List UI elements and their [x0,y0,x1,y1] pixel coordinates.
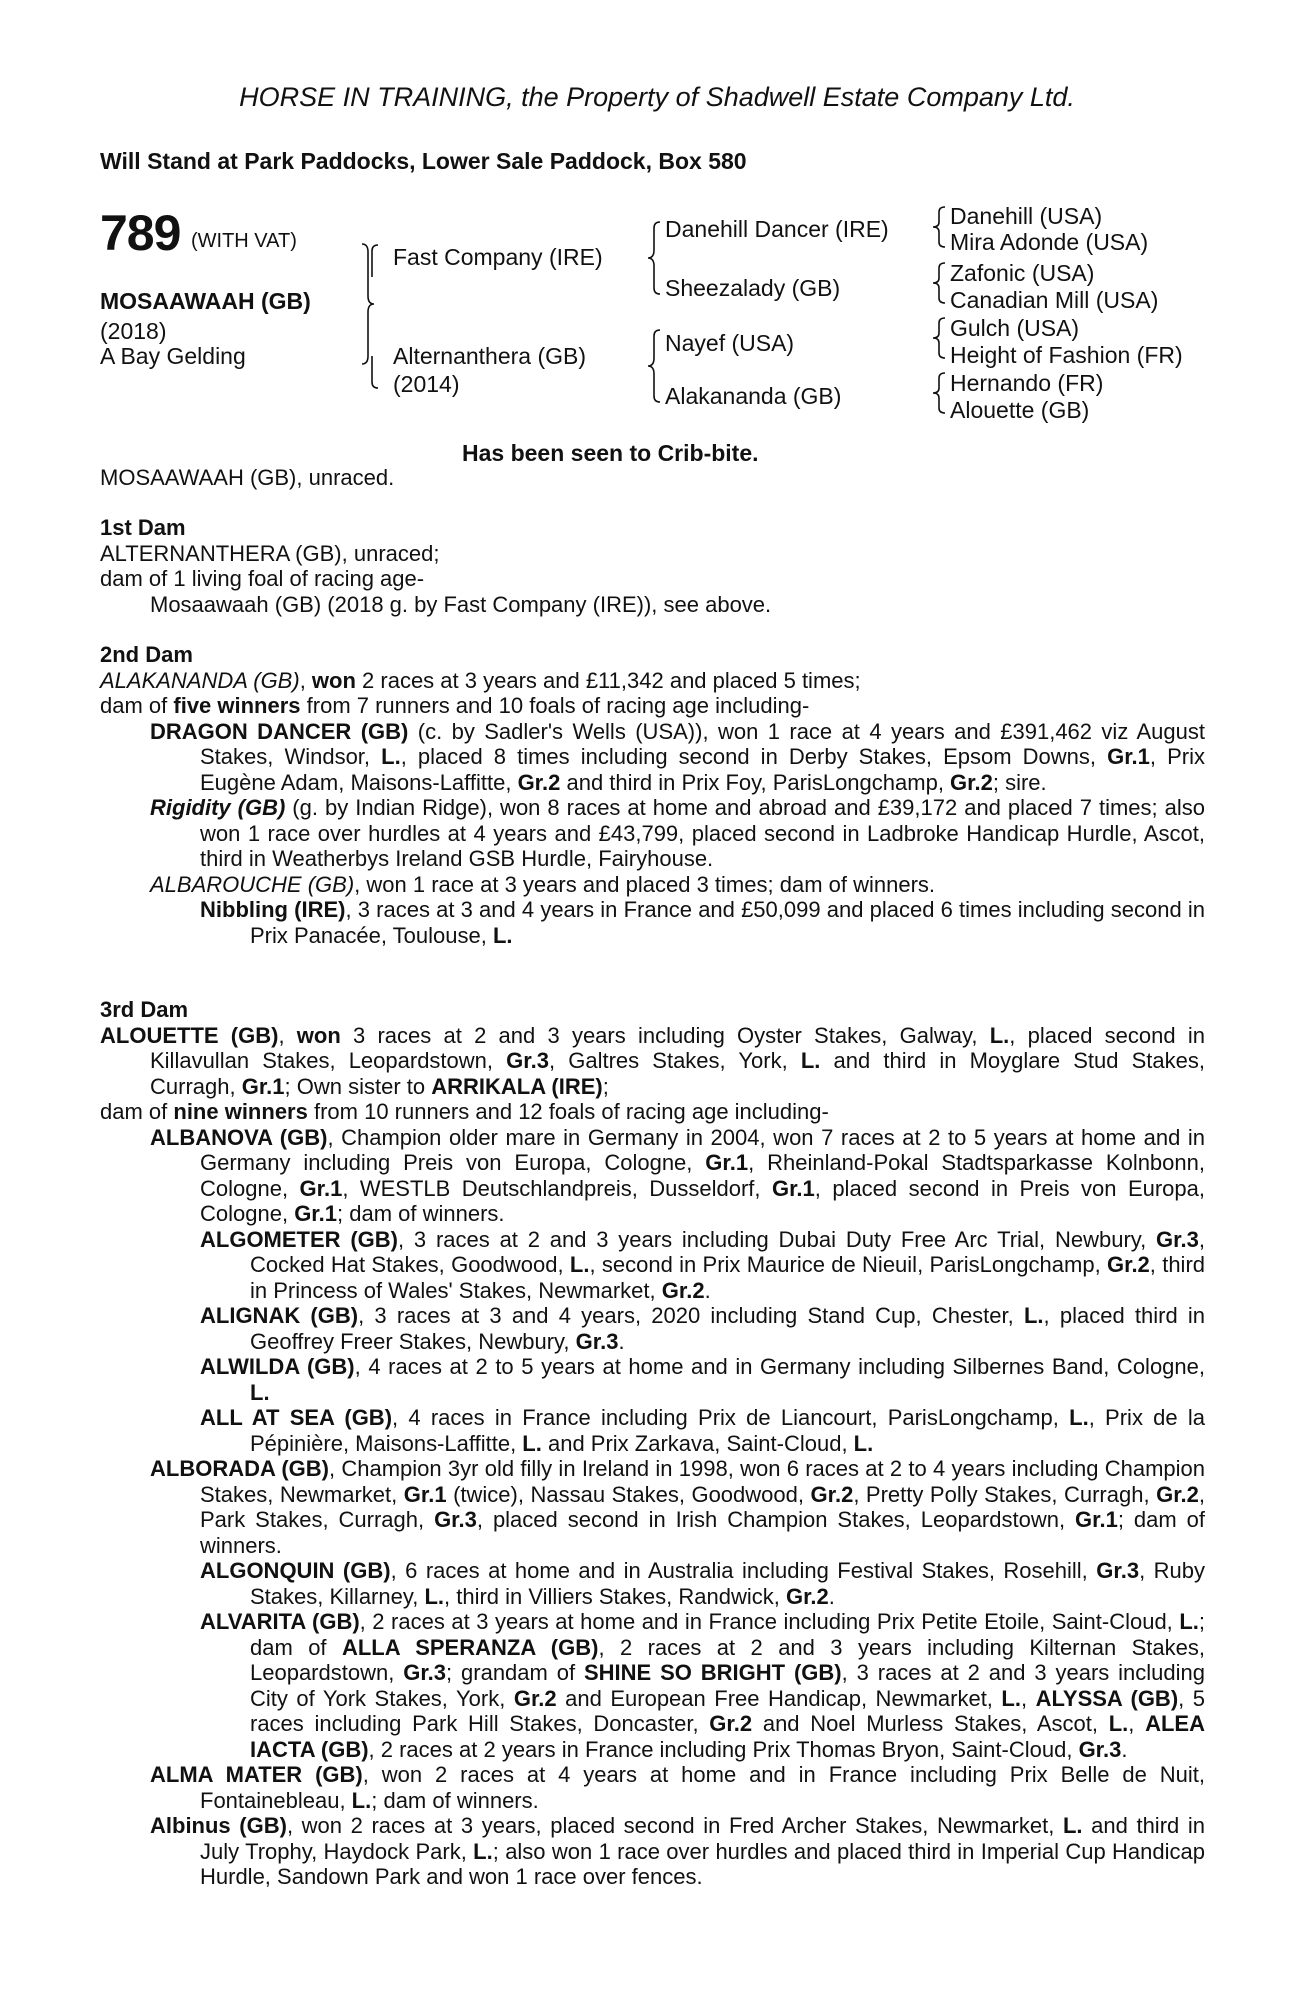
first-dam-line: ALTERNANTHERA (GB), unraced; [100,540,440,566]
third-dam-entry: ALOUETTE (GB), won 3 races at 2 and 3 years including Oyster Stakes, Galway, L., placed second in Killavullan Stakes, Leopardstown, Gr.3, Galtres Stakes, York, L. and third in Moyglare Stud Stakes, Curragh, Gr.1; Own sister to ARRIKALA (IRE); [100,1022,1205,1099]
crib-bite-note: Has been seen to Crib-bite. [462,440,759,466]
first-dam-line: dam of 1 living foal of racing age- [100,566,425,591]
second-dam-entry: ALAKANANDA (GB), won 2 races at 3 years and £11,342 and placed 5 times; [100,667,861,693]
first-dam-title: 1st Dam [100,515,186,540]
pedigree-sdd: Canadian Mill (USA) [950,287,1159,313]
produce-nibbling: Nibbling (IRE), 3 races at 3 and 4 years in France and £50,099 and placed 6 times including second in Prix Panacée, Toulouse, L. [200,897,1205,948]
produce-alborada: ALBORADA (GB), Champion 3yr old filly in Ireland in 1998, won 6 races at 2 to 4 years including Champion Stakes, Newmarket, Gr.1 (twice), Nassau Stakes, Goodwood, Gr.2, Pretty Polly Stakes, Curragh, Gr.2, Park Stakes, Curragh, Gr.3, placed second in Irish Champion Stakes, Leopardstown, Gr.1; dam of winners. [150,1456,1206,1558]
third-dam-title: 3rd Dam [100,997,189,1022]
produce-alwilda: ALWILDA (GB), 4 races at 2 to 5 years at home and in Germany including Silbernes Band, Cologne, L. [200,1354,1205,1405]
pedigree-dam-dam: Alakananda (GB) [665,383,842,409]
produce-algometer: ALGOMETER (GB), 3 races at 2 and 3 years including Dubai Duty Free Arc Trial, Newbury, Gr.3, Cocked Hat Stakes, Goodwood, L., second in Prix Maurice de Nieuil, ParisLongchamp, Gr.2, third in Princess of Wales' Stakes, Newmarket, Gr.2. [200,1226,1206,1303]
horse-year: (2018) [100,318,167,344]
produce-all-at-sea: ALL AT SEA (GB), 4 races in France including Prix de Liancourt, ParisLongchamp, L., Prix de la Pépinière, Maisons-Laffitte, L. and Prix Zarkava, Saint-Cloud, L. [200,1405,1205,1456]
race-record: MOSAAWAAH (GB), unraced. [100,465,395,490]
produce-albanova: ALBANOVA (GB), Champion older mare in Germany in 2004, won 7 races at 2 to 5 years at home and in Germany including Preis von Europa, Cologne, Gr.1, Rheinland-Pokal Stadtsparkasse Kolnbonn, Cologne, Gr.1, WESTLB Deutschlandpreis, Dusseldorf, Gr.1, placed second in Preis von Europa, Cologne, Gr.1; dam of winners. [150,1124,1206,1226]
pedigree-sire-sire: Danehill Dancer (IRE) [665,216,889,242]
third-dam-produce-summary: dam of nine winners from 10 runners and 12 foals of racing age including- [100,1099,829,1124]
vat-label: (WITH VAT) [191,230,297,252]
first-dam-section [100,515,1205,617]
pedigree-sds: Zafonic (USA) [950,260,1095,286]
pedigree-dss: Gulch (USA) [950,315,1080,341]
second-dam-produce-summary: dam of five winners from 7 runners and 10 foals of racing age including- [100,693,810,718]
pedigree-sire-dam: Sheezalady (GB) [665,275,841,301]
produce-algonquin: ALGONQUIN (GB), 6 races at home and in Australia including Festival Stakes, Rosehill, Gr.3, Ruby Stakes, Killarney, L., third in Villiers Stakes, Randwick, Gr.2. [200,1558,1205,1609]
third-dam-section [100,997,1205,1890]
pedigree-dam-year: (2014) [393,371,460,397]
lot-number: 789 [100,205,181,261]
pedigree-sire: Fast Company (IRE) [393,244,603,270]
pedigree-ssd: Mira Adonde (USA) [950,229,1149,255]
pedigree-sss: Danehill (USA) [950,203,1103,229]
pedigree-dam-sire: Nayef (USA) [665,330,795,356]
pedigree-brackets [0,0,1314,440]
horse-description: A Bay Gelding [100,343,246,369]
pedigree-dam: Alternanthera (GB) [393,343,587,369]
produce-dragon-dancer: DRAGON DANCER (GB) (c. by Sadler's Wells (USA)), won 1 race at 4 years and £391,462 viz August Stakes, Windsor, L., placed 8 times including second in Derby Stakes, Epsom Downs, Gr.1, Prix Eugène Adam, Maisons-Laffitte, Gr.2 and third in Prix Foy, ParisLongchamp, Gr.2; sire. [150,718,1206,795]
produce-rigidity: Rigidity (GB) (g. by Indian Ridge), won 8 races at home and abroad and £39,172 and placed 7 times; also won 1 race over hurdles at 4 years and £43,799, placed second in Ladbroke Handicap Hurdle, Ascot, third in Weatherbys Ireland GSB Hurdle, Fairyhouse. [150,795,1205,871]
produce-alvarita: ALVARITA (GB), 2 races at 3 years at home and in France including Prix Petite Etoile, Saint-Cloud, L.; dam of ALLA SPERANZA (GB), 2 races at 2 and 3 years including Kilternan Stakes, Leopardstown, Gr.3; grandam of SHINE SO BRIGHT (GB), 3 races at 2 and 3 years including City of York Stakes, York, Gr.2 and European Free Handicap, Newmarket, L., ALYSSA (GB), 5 races including Park Hill Stakes, Doncaster, Gr.2 and Noel Murless Stakes, Ascot, L., ALEA IACTA (GB), 2 races at 2 years in France including Prix Thomas Bryon, Saint-Cloud, Gr.3. [200,1609,1206,1762]
second-dam-section [100,642,1205,948]
produce-albinus: Albinus (GB), won 2 races at 3 years, placed second in Fred Archer Stakes, Newmarket, L. and third in July Trophy, Haydock Park, L.; also won 1 race over hurdles and placed third in Imperial Cup Handicap Hurdle, Sandown Park and won 1 race over fences. [150,1813,1205,1889]
produce-albarouche: ALBAROUCHE (GB), won 1 race at 3 years and placed 3 times; dam of winners. [150,871,936,897]
page-header: HORSE IN TRAINING, the Property of Shadwell Estate Company Ltd. [239,82,1075,112]
produce-alignak: ALIGNAK (GB), 3 races at 3 and 4 years, 2020 including Stand Cup, Chester, L., placed third in Geoffrey Freer Stakes, Newbury, Gr.3. [200,1303,1205,1354]
pedigree-dsd: Height of Fashion (FR) [950,342,1183,368]
second-dam-title: 2nd Dam [100,642,193,667]
produce-alma-mater: ALMA MATER (GB), won 2 races at 4 years at home and in France including Prix Belle de Nuit, Fontainebleau, L.; dam of winners. [150,1762,1205,1813]
horse-name: MOSAAWAAH (GB) [100,288,311,314]
pedigree-ddd: Alouette (GB) [950,397,1090,423]
pedigree-dds: Hernando (FR) [950,370,1104,396]
first-dam-produce: Mosaawaah (GB) (2018 g. by Fast Company (IRE)), see above. [150,591,772,617]
stand-location: Will Stand at Park Paddocks, Lower Sale Paddock, Box 580 [100,148,747,174]
